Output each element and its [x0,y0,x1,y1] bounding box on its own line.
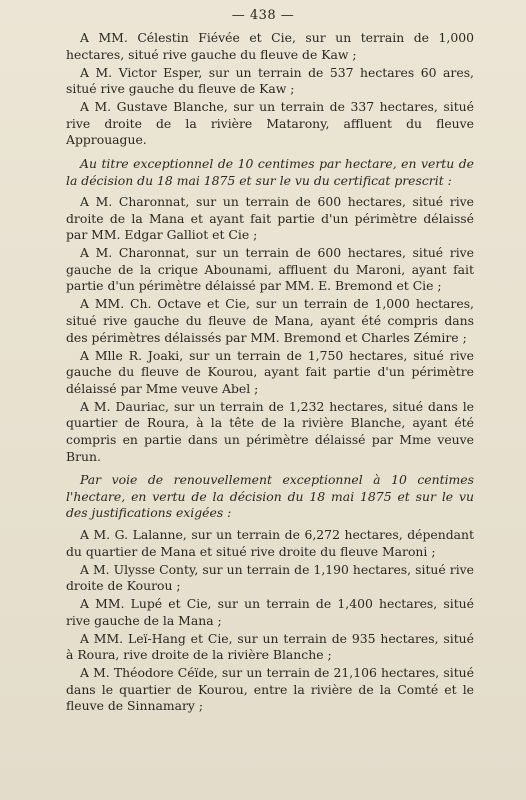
paragraph-conty: A M. Ulysse Conty, sur un terrain de 1,190 hectares, situé rive droite de Kourou ; [66,561,474,594]
section-heading-exceptional-title: Au titre exceptionnel de 10 centimes par hectare, en vertu de la décision du 18 mai 1875 et sur le vu du certificat prescrit : [66,155,474,188]
paragraph-lei-hang: A MM. Leï-Hang et Cie, sur un terrain de 935 hectares, situé à Roura, rive droite de la rivière Blanche ; [66,630,474,663]
paragraph-charonnat-abounami: A M. Charonnat, sur un terrain de 600 hectares, situé rive gauche de la crique Abounami, affluent du Maroni, ayant fait partie d'un périmètre délaissé par MM. E. Bremond et Cie ; [66,245,474,294]
body-text [66,30,474,716]
page-number: — 438 — [231,8,295,23]
paragraph-lalanne: A M. G. Lalanne, sur un terrain de 6,272 hectares, dépendant du quartier de Mana et situé rive droite du fleuve Maroni ; [66,526,474,559]
section-heading-renewal: Par voie de renouvellement exceptionnel à 10 centimes l'hectare, en vertu de la décision du 18 mai 1875 et sur le vu des justifications exigées : [66,472,474,521]
paragraph-lupe: A MM. Lupé et Cie, sur un terrain de 1,400 hectares, situé rive gauche de la Mana ; [66,596,474,628]
paragraph-fievee: A MM. Célestin Fiévée et Cie, sur un terrain de 1,000 hectares, situé rive gauche du fleuve de Kaw ; [66,30,474,62]
paragraph-octave: A MM. Ch. Octave et Cie, sur un terrain de 1,000 hectares, situé rive gauche du fleuve de Mana, ayant été compris dans des périmètres délaissés par MM. Bremond et Charles Zémire ; [66,296,474,345]
paragraph-joaki: A Mlle R. Joaki, sur un terrain de 1,750 hectares, situé rive gauche du fleuve de Kourou, ayant fait partie d'un périmètre délaissé par Mme veuve Abel ; [66,347,474,396]
paragraph-esper: A M. Victor Esper, sur un terrain de 537 hectares 60 ares, situé rive gauche du fleuve de Kaw ; [66,64,474,97]
paragraph-blanche: A M. Gustave Blanche, sur un terrain de 337 hectares, situé rive droite de la rivière Matarony, affluent du fleuve Approuague. [66,99,474,148]
paragraph-ceide: A M. Théodore Céïde, sur un terrain de 21,106 hectares, situé dans le quartier de Kourou, entre la rivière de la Comté et le fleuve de Sinnamary ; [66,665,474,714]
paragraph-dauriac: A M. Dauriac, sur un terrain de 1,232 hectares, situé dans le quartier de Roura, à la tête de la rivière Blanche, ayant été compris en partie dans un périmètre délaissé par Mme veuve Brun. [66,398,474,464]
paragraph-charonnat-mana: A M. Charonnat, sur un terrain de 600 hectares, situé rive droite de la Mana et ayant fait partie d'un périmètre délaissé par MM. Edgar Galliot et Cie ; [66,194,474,243]
